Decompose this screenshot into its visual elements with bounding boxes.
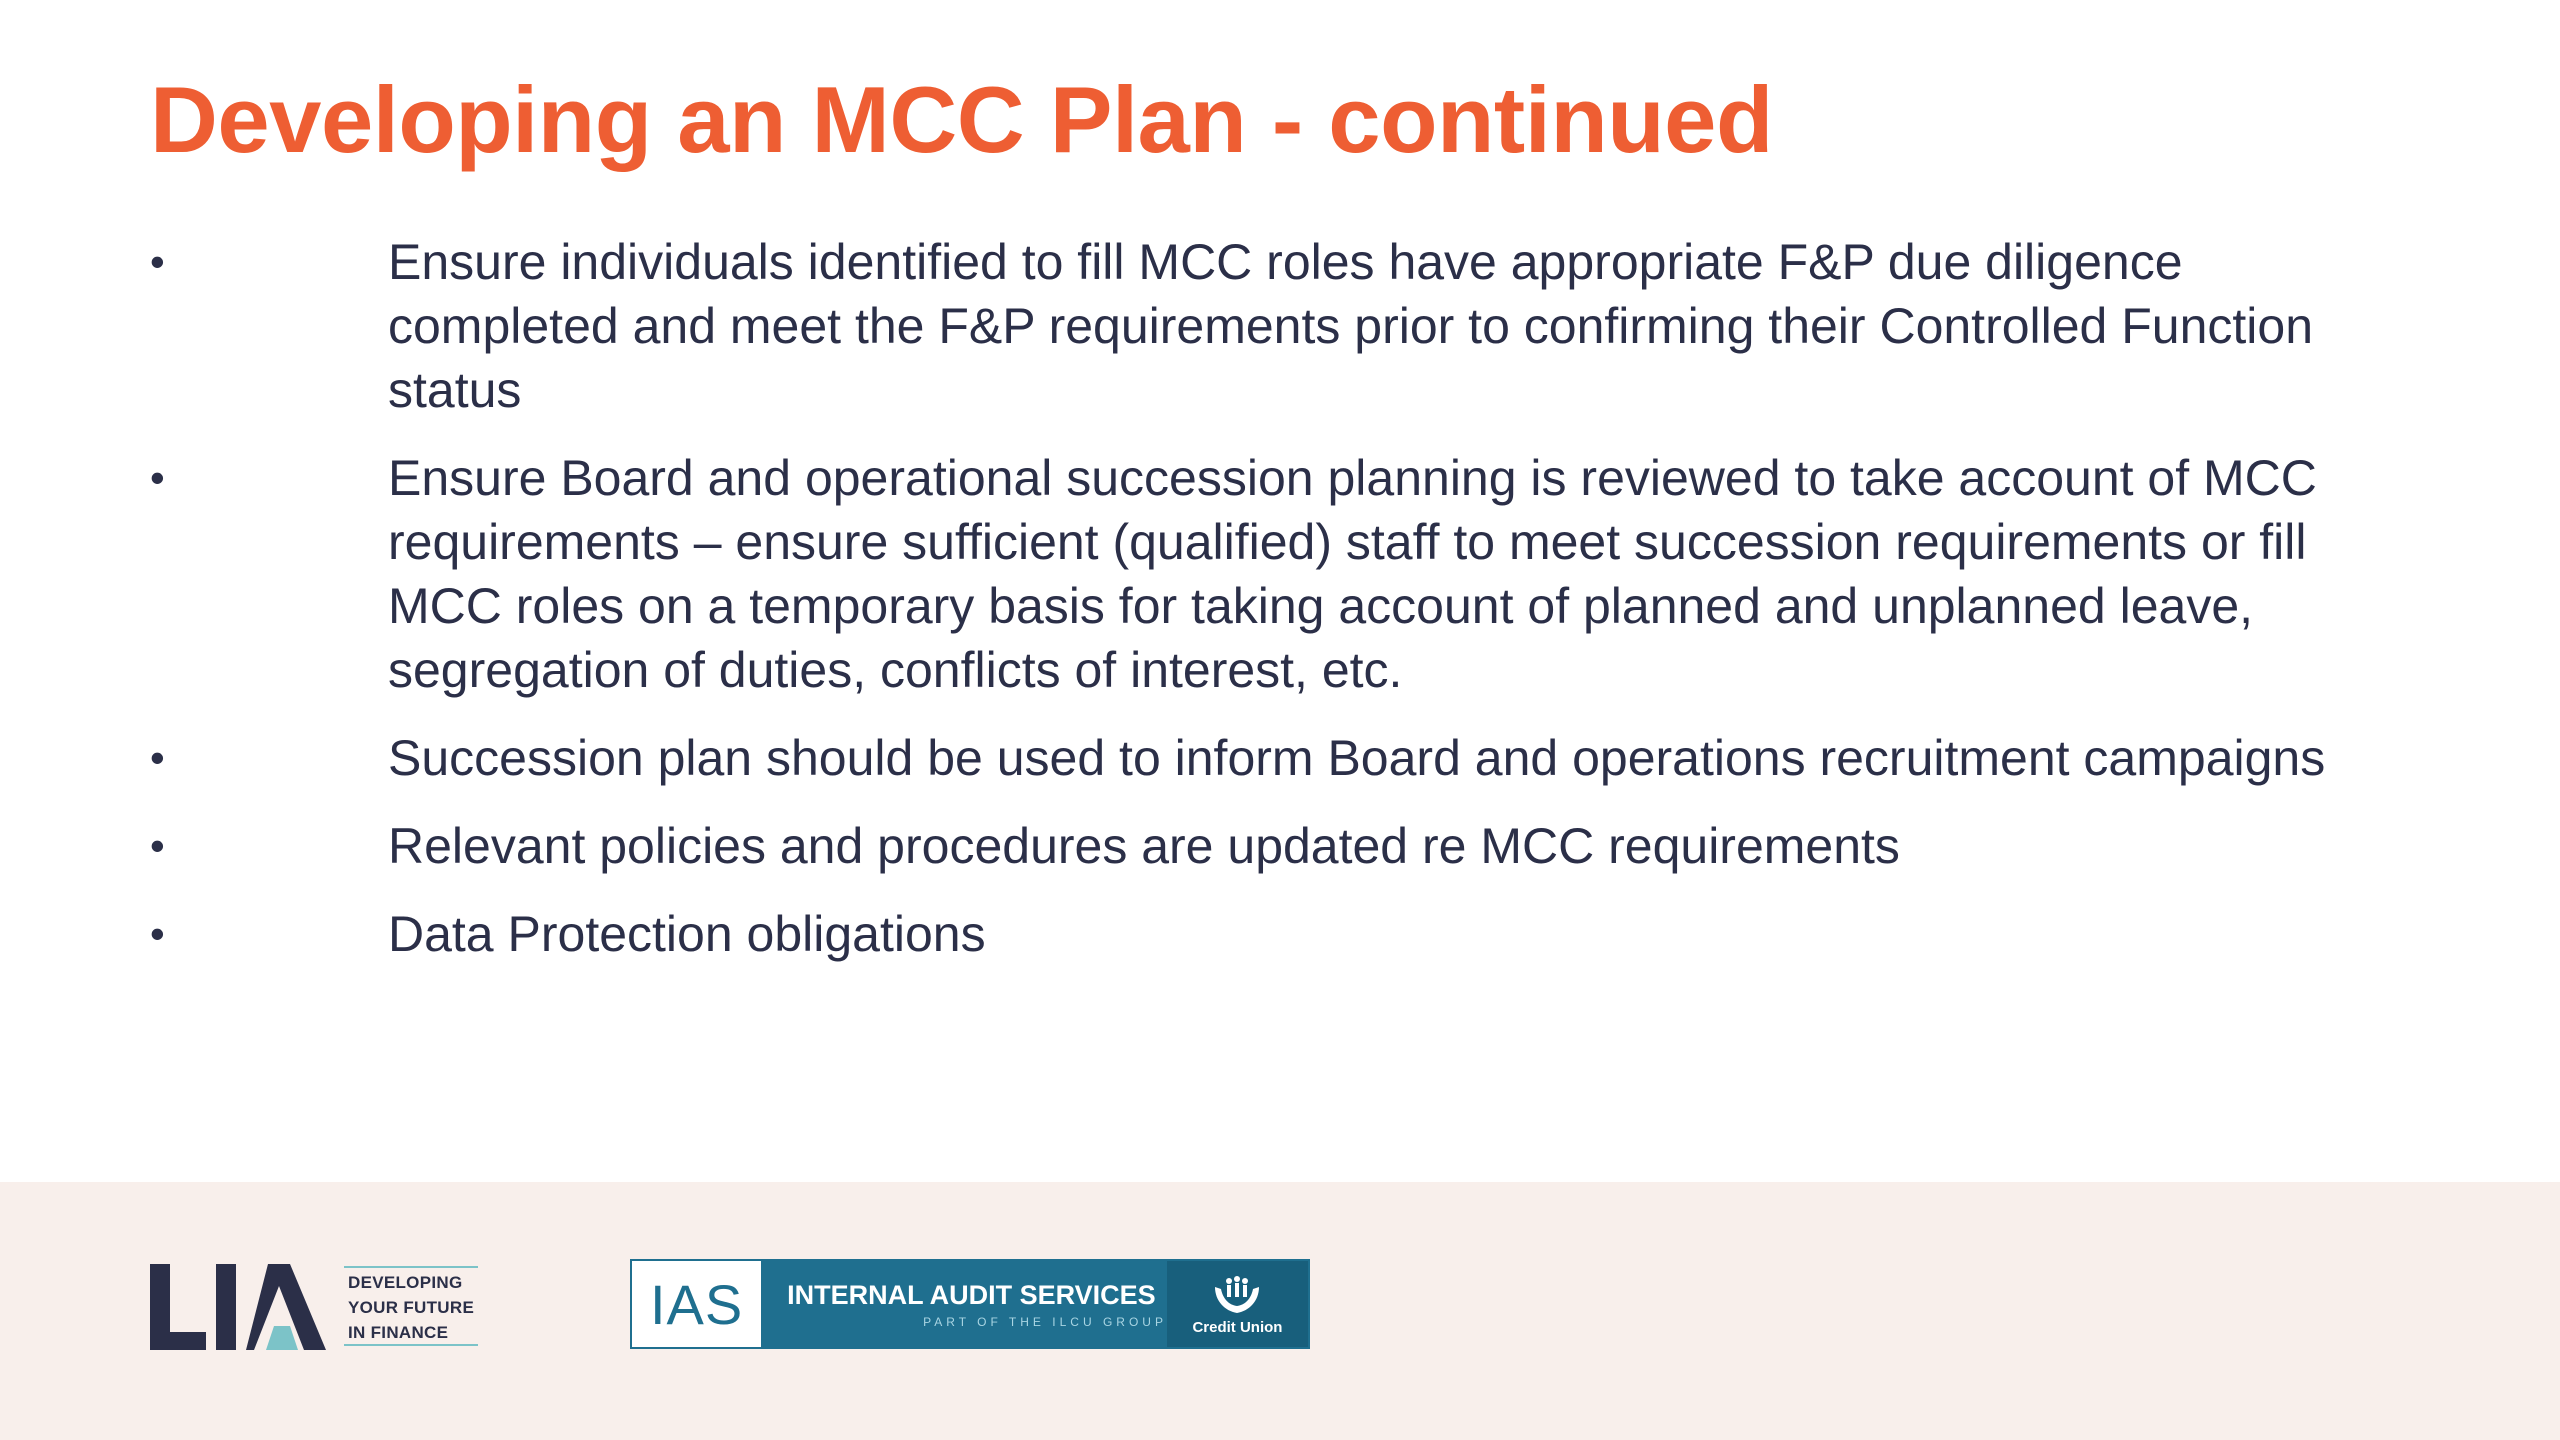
bullet-text: Ensure individuals identified to fill MCC roles have appropriate F&P due diligence completed and meet the F&P requirements prior to confirming their Controlled Function status <box>388 234 2314 418</box>
ias-name: INTERNAL AUDIT SERVICES <box>787 1279 1156 1310</box>
bullet-text: Ensure Board and operational succession planning is reviewed to take account of MCC requirements – ensure sufficient (qualified) staff to meet succession requirements or fill MCC roles on a temporary basis for taking account of planned and unplanned leave, segregation of duties, conflicts of interest, etc. <box>388 450 2317 698</box>
lia-tagline-line: DEVELOPING <box>348 1273 463 1292</box>
ias-abbreviation: IAS <box>632 1261 761 1347</box>
list-item <box>150 726 2350 790</box>
list-item <box>150 902 2350 966</box>
bullet-list <box>150 230 2350 990</box>
lia-tagline-line: IN FINANCE <box>348 1323 449 1342</box>
bullet-marker: • <box>150 454 165 501</box>
lia-wordmark-icon <box>150 1260 330 1352</box>
bullet-text: Succession plan should be used to inform Board and operations recruitment campaigns <box>388 730 2326 786</box>
footer-band <box>0 1182 2560 1440</box>
credit-union-label: Credit Union <box>1192 1318 1283 1336</box>
bullet-marker: • <box>150 910 165 957</box>
credit-union-badge <box>1167 1261 1308 1347</box>
list-item <box>150 814 2350 878</box>
slide-title: Developing an MCC Plan - continued <box>150 67 1773 172</box>
ias-subtitle: PART OF THE ILCU GROUP <box>923 1314 1167 1329</box>
list-item <box>150 446 2350 702</box>
bullet-text: Relevant policies and procedures are updated re MCC requirements <box>388 818 1900 874</box>
ias-name-block <box>761 1261 1167 1347</box>
bullet-text: Data Protection obligations <box>388 906 986 962</box>
lia-tagline <box>344 1266 478 1346</box>
lia-tagline-line: YOUR FUTURE <box>348 1298 475 1317</box>
credit-union-hands-icon <box>1209 1273 1265 1317</box>
lia-logo <box>150 1260 478 1352</box>
ias-logo <box>630 1259 1310 1349</box>
bullet-marker: • <box>150 238 165 285</box>
bullet-marker: • <box>150 734 165 781</box>
bullet-marker: • <box>150 822 165 869</box>
list-item <box>150 230 2350 422</box>
